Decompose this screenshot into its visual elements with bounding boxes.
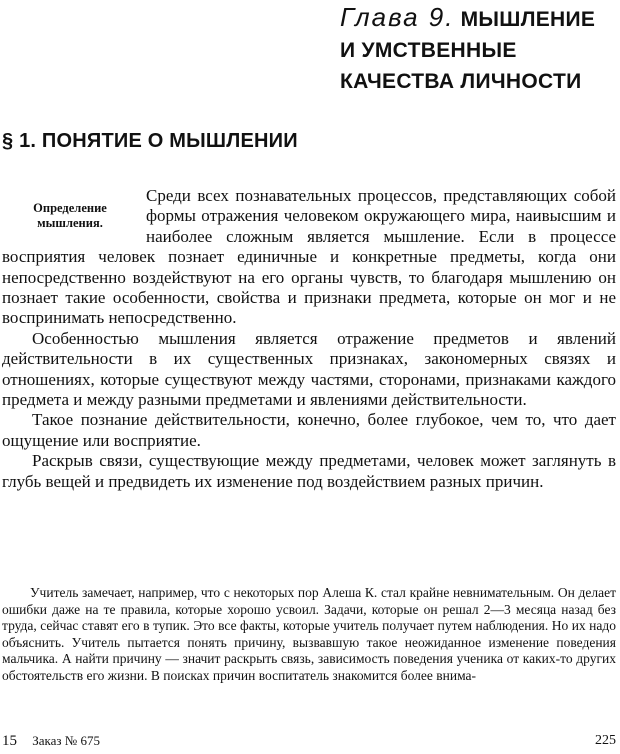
chapter-title-line-3: КАЧЕСТВА ЛИЧНОСТИ [340,70,582,93]
example-text: Учитель замечает, например, что с некоторых пор Алеша К. стал крайне невнимательным. Он делает ошибки даже на те правила, которые хорошо усвоил. Задачи, которые он решал 2—3 месяца назад без труда, сейчас ставят его в тупик. Это все факты, которые учитель получает путем наблюдения. Но их надо объяснить. Учитель пытается понять причину, вызвавшую такое неожиданное изменение поведения мальчика. А найти причину — значит раскрыть связь, зависимость поведения ученика от каких-то других обстоятельств его жизни. В поисках причин воспитатель знакомится более внима- [2,585,616,683]
chapter-title-line-2: И УМСТВЕННЫЕ [340,39,517,62]
example-block [2,585,616,685]
signature-mark: 15 [2,733,17,749]
paragraph-3: Такое познание действительности, конечно, более глубокое, чем то, что дает ощущение или восприятие. [2,410,616,450]
section-title: § 1. ПОНЯТИЕ О МЫШЛЕНИИ [2,130,298,152]
chapter-label: Глава 9. [340,2,455,32]
order-number: Заказ № 675 [32,733,100,748]
page-footer [2,733,616,753]
paragraph-2: Особенностью мышления является отражение предметов и явлений действительности в их существенных признаках, закономерных связях и отношениях, которые существуют между частями, сторонами, признаками каждого предмета и между разными предметами и явлениями действительности. [2,328,616,410]
page-number: 225 [595,733,616,748]
paragraph-1: Среди всех познавательных процессов, представляющих собой формы отражения человеком окружающего мира, наивысшим и наиболее сложным является мышление. Если в процессе восприятия человек познает единичные и конкретные предметы, когда они непосредственно воздействуют на его органы чувств, то благодаря мышлению он познает такие особенности, свойства и признаки предмета, которые он мог и не воспринимать непосредственно. [2,186,616,328]
paragraph-4: Раскрыв связи, существующие между предметами, человек может заглянуть в глубь вещей и предвидеть их изменение под воздействием разных причин. [2,451,616,491]
side-note-definition: Определение мышления. [33,201,107,230]
chapter-title-line-1: МЫШЛЕНИЕ [460,8,596,31]
side-note-gap [2,186,146,247]
body-text [2,186,616,492]
chapter-heading [340,2,618,97]
